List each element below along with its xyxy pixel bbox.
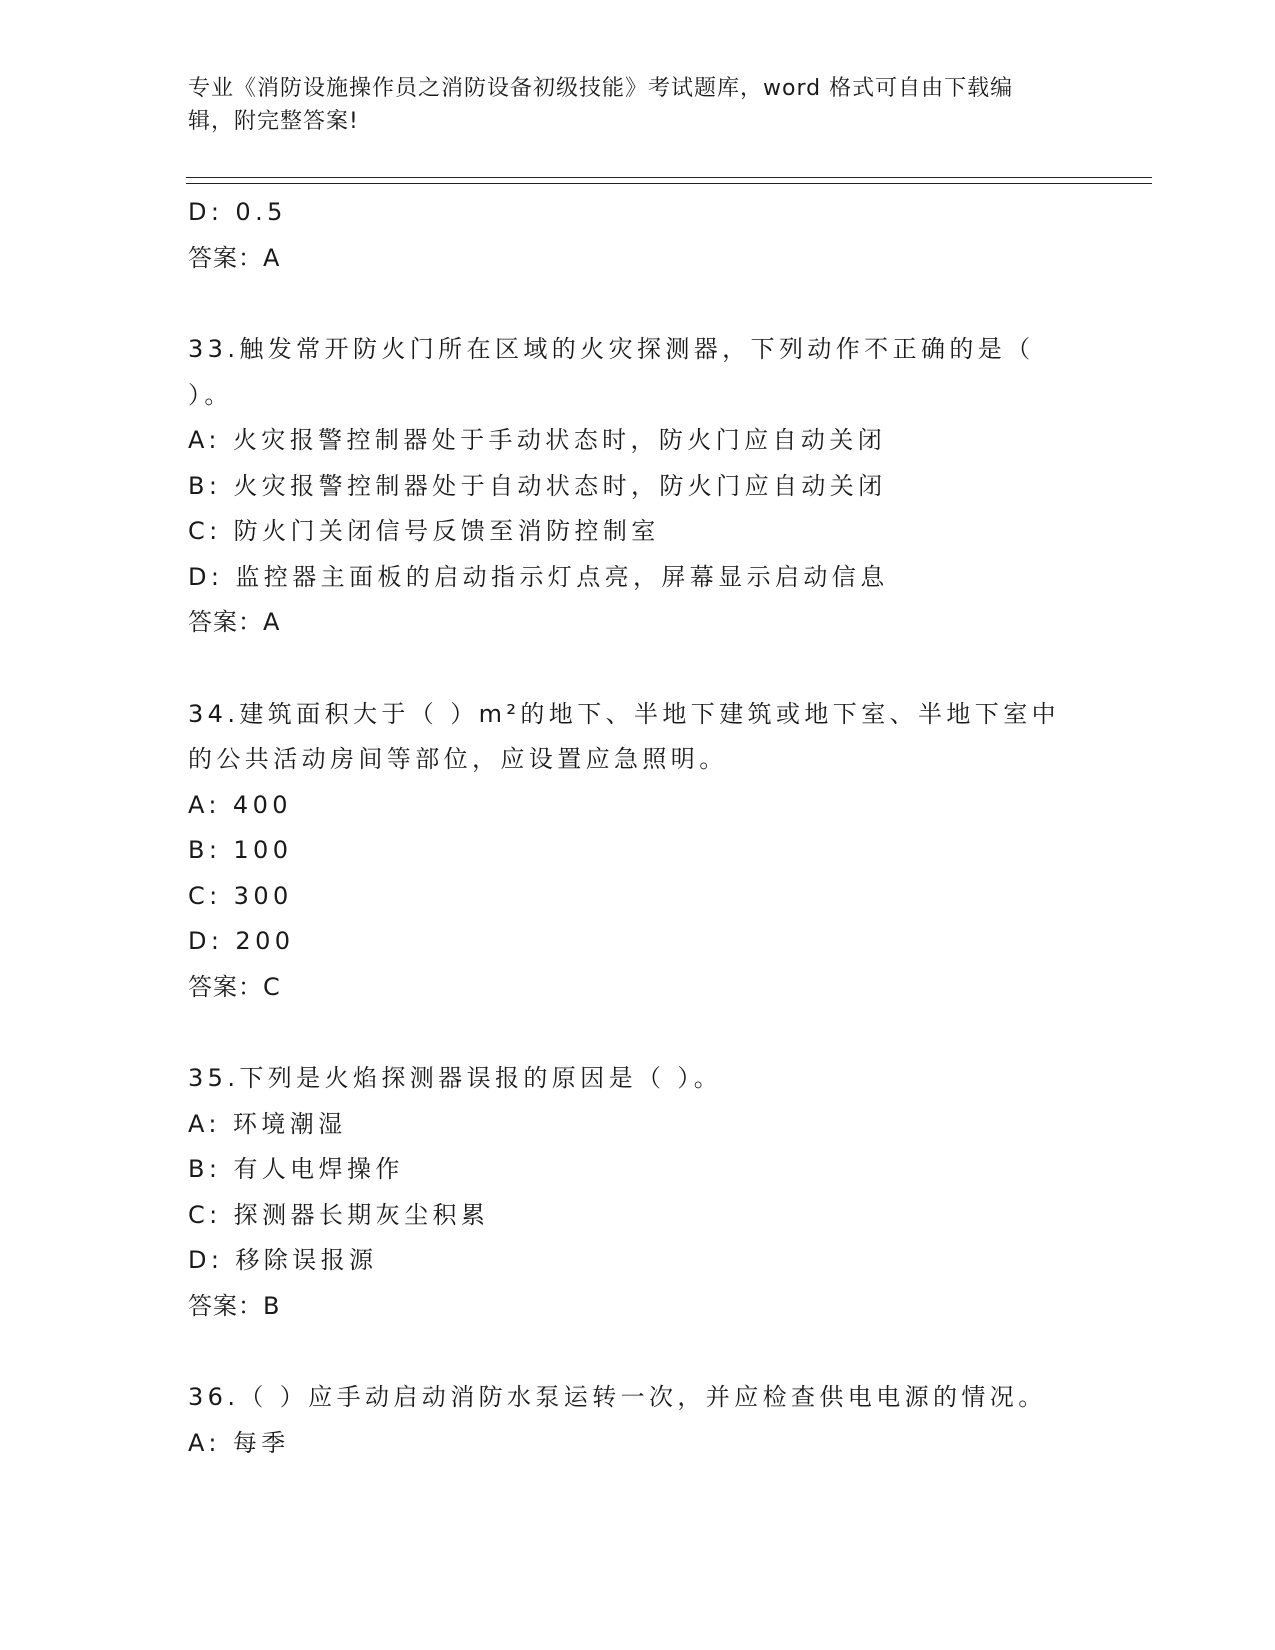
option-b: B: 火灾报警控制器处于自动状态时，防火门应自动关闭 bbox=[188, 471, 887, 500]
answer: 答案：A bbox=[188, 243, 281, 272]
option-d: D: 监控器主面板的启动指示灯点亮，屏幕显示启动信息 bbox=[188, 562, 889, 591]
question-stem: 33.触发常开防火门所在区域的火灾探测器，下列动作不正确的是（ bbox=[188, 335, 1035, 363]
question-stem-continued: 的公共活动房间等部位，应设置应急照明。 bbox=[188, 745, 728, 773]
question-34 bbox=[188, 692, 1088, 1011]
header-divider-top bbox=[186, 177, 1152, 178]
option-a: A: 每季 bbox=[188, 1428, 290, 1457]
option-c: C: 探测器长期灰尘积累 bbox=[188, 1200, 490, 1229]
option-d: D: 移除误报源 bbox=[188, 1246, 378, 1274]
option-a: A: 环境潮湿 bbox=[188, 1109, 347, 1138]
header-line-2: 辑，附完整答案! bbox=[188, 109, 359, 134]
option-d: D: 200 bbox=[188, 927, 295, 955]
document-body bbox=[188, 190, 1088, 1466]
option-c: C: 防火门关闭信号反馈至消防控制室 bbox=[188, 517, 660, 545]
question-35 bbox=[188, 1056, 1088, 1329]
option-b: B: 100 bbox=[188, 836, 293, 864]
option-a: A: 400 bbox=[188, 790, 292, 819]
question-stem: 36.（ ）应手动启动消防水泵运转一次，并应检查供电电源的情况。 bbox=[188, 1383, 1047, 1411]
question-stem-continued: ）。 bbox=[188, 380, 233, 409]
header-divider-bottom bbox=[186, 183, 1152, 184]
header-line-1: 专业《消防设施操作员之消防设备初级技能》考试题库，word 格式可自由下载编 bbox=[188, 76, 1014, 101]
option-b: B: 有人电焊操作 bbox=[188, 1155, 404, 1183]
question-36 bbox=[188, 1375, 1088, 1466]
question-stem: 34.建筑面积大于（ ）m²的地下、半地下建筑或地下室、半地下室中 bbox=[188, 699, 1060, 728]
answer: 答案：A bbox=[188, 608, 281, 636]
question-stem: 35.下列是火焰探测器误报的原因是（ ）。 bbox=[188, 1064, 723, 1092]
option-c: C: 300 bbox=[188, 881, 293, 910]
previous-question-tail bbox=[188, 190, 1088, 281]
document-header bbox=[188, 72, 1088, 138]
question-33 bbox=[188, 327, 1088, 646]
option-a: A: 火灾报警控制器处于手动状态时，防火门应自动关闭 bbox=[188, 426, 887, 454]
answer: 答案：C bbox=[188, 972, 281, 1001]
option-d: D: 0.5 bbox=[188, 198, 287, 226]
answer: 答案：B bbox=[188, 1291, 281, 1320]
